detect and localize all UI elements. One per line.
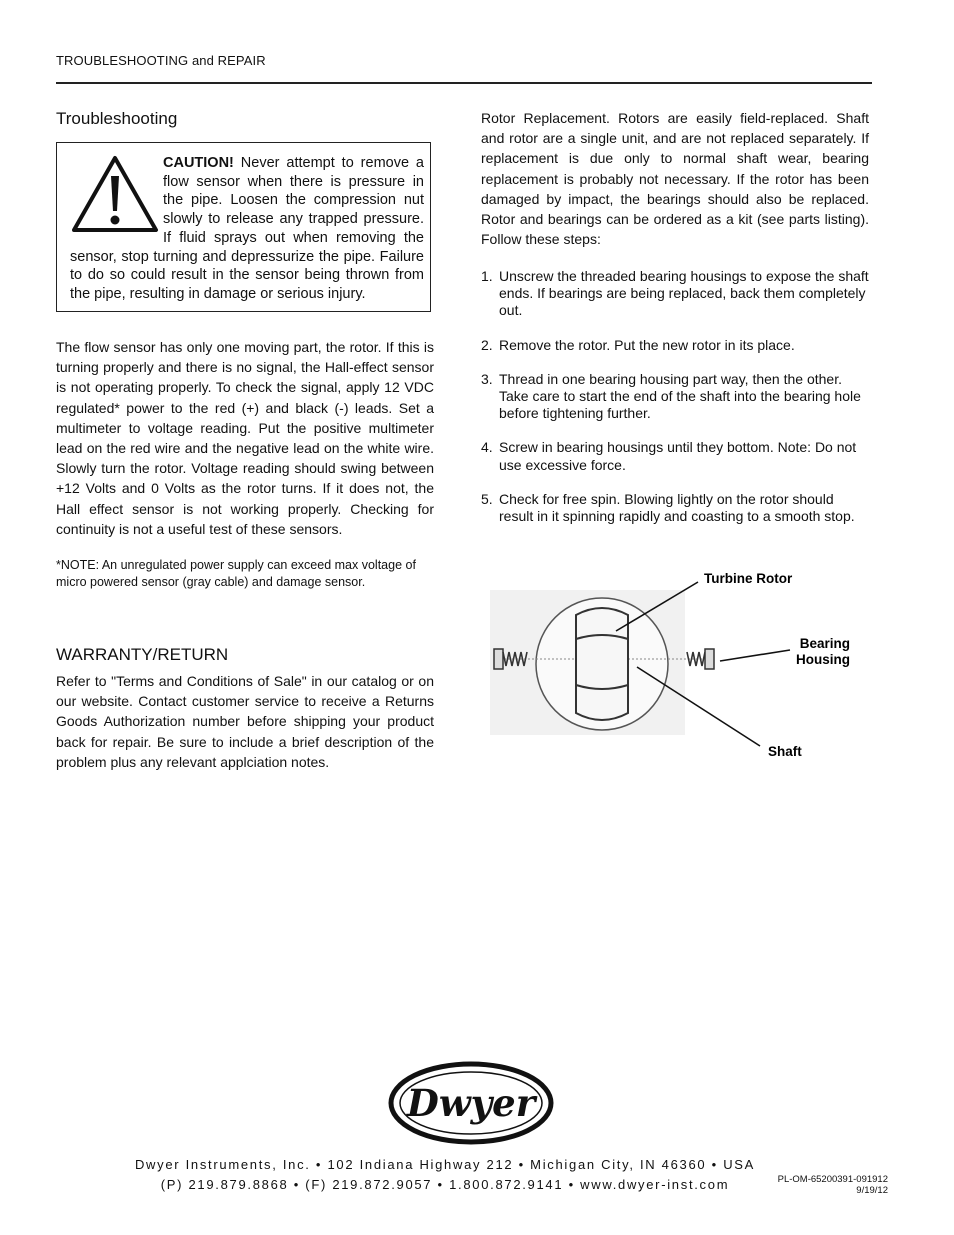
dwyer-logo — [386, 1060, 556, 1146]
turbine-rotor-label: Turbine Rotor — [704, 571, 793, 586]
rotor-step: 5. Check for free spin. Blowing lightly on the rotor should result in it spinning rapidly and coasting to a smooth stop. — [481, 490, 855, 525]
rotor-steps-list — [481, 268, 871, 542]
troubleshooting-title: Troubleshooting — [56, 109, 178, 128]
turbine-rotor — [576, 608, 628, 720]
caution-box — [56, 142, 431, 312]
page-section-header: TROUBLESHOOTING and REPAIR — [56, 53, 266, 68]
caution-body: Never attempt to remove a flow sensor when there is pressure in the pipe. Loosen the compression nut slowly to release any trapped pressure. If fluid sprays out when removing the sensor, stop turning and depressurize the pipe. Failure to do so could result in the sensor being thrown from the pipe, resulting in damage or serious injury. — [70, 155, 424, 302]
rotor-step: 4. Screw in bearing housings until they bottom. Note: Do not use excessive force. — [481, 439, 857, 473]
rotor-diagram — [490, 565, 870, 765]
svg-text:Dwyer: Dwyer — [406, 1081, 536, 1125]
document-id — [778, 1174, 888, 1196]
document-date: 9/19/12 — [856, 1185, 888, 1196]
rotor-step: 2. Remove the rotor. Put the new rotor in its place. — [481, 336, 795, 353]
shaft-label: Shaft — [768, 744, 802, 759]
caution-lead: CAUTION! — [163, 155, 234, 171]
rotor-step: 1. Unscrew the threaded bearing housings to expose the shaft ends. If bearings are being replaced, back them completely out. — [481, 268, 869, 319]
rotor-step: 3. Thread in one bearing housing part way, then the other. Take care to start the end of the shaft into the bearing hole before tightening further. — [481, 370, 861, 422]
rotor-replacement-intro: Rotor Replacement. Rotors are easily field-replaced. Shaft and rotor are a single unit, and are not replaced separately. If replacement is due only to normal shaft wear, bearing replacement is probably not necessary. If the rotor has been damaged by impact, the bearings should also be replaced. Rotor and bearings can be ordered as a kit (see parts listing). Follow these steps: — [481, 110, 869, 248]
regulated-power-note: *NOTE: An unregulated power supply can exceed max voltage of micro powered sensor (gray cable) and damage sensor. — [56, 558, 416, 589]
company-contact: (P) 219.879.8868 • (F) 219.872.9057 • 1.800.872.9141 • www.dwyer-inst.com — [160, 1177, 730, 1192]
bearing-label: Bearing — [799, 636, 850, 651]
troubleshooting-paragraph: The flow sensor has only one moving part, the rotor. If this is turning properly and there is no signal, the Hall-effect sensor is not operating properly. To check the signal, apply 12 VDC regulated* power to the red (+) and black (-) leads. Set a multimeter to voltage reading. Put the positive multimeter lead on the red wire and the negative lead on the white wire. Slowly turn the rotor. Voltage reading should swing between +12 Volts and 0 Volts as the rotor turns. If it does not, the Hall effect sensor is not working properly. Checking for continuity is not a useful test of these sensors. — [56, 339, 434, 537]
header-divider — [56, 82, 872, 84]
warranty-title: WARRANTY/RETURN — [56, 645, 229, 664]
right-bearing-housing — [687, 649, 714, 669]
bearing-housing-leader — [720, 650, 790, 661]
housing-label: Housing — [796, 652, 850, 667]
caution-text — [70, 154, 424, 304]
warranty-paragraph: Refer to "Terms and Conditions of Sale" in our catalog or on our website. Contact customer service to receive a Returns Goods Authorization number before shipping your product back for repair. Be sure to include a brief description of the problem plus any relevant applciation notes. — [56, 673, 434, 770]
document-number: PL-OM-65200391-091912 — [777, 1174, 888, 1185]
company-address: Dwyer Instruments, Inc. • 102 Indiana Highway 212 • Michigan City, IN 46360 • USA — [134, 1157, 756, 1172]
